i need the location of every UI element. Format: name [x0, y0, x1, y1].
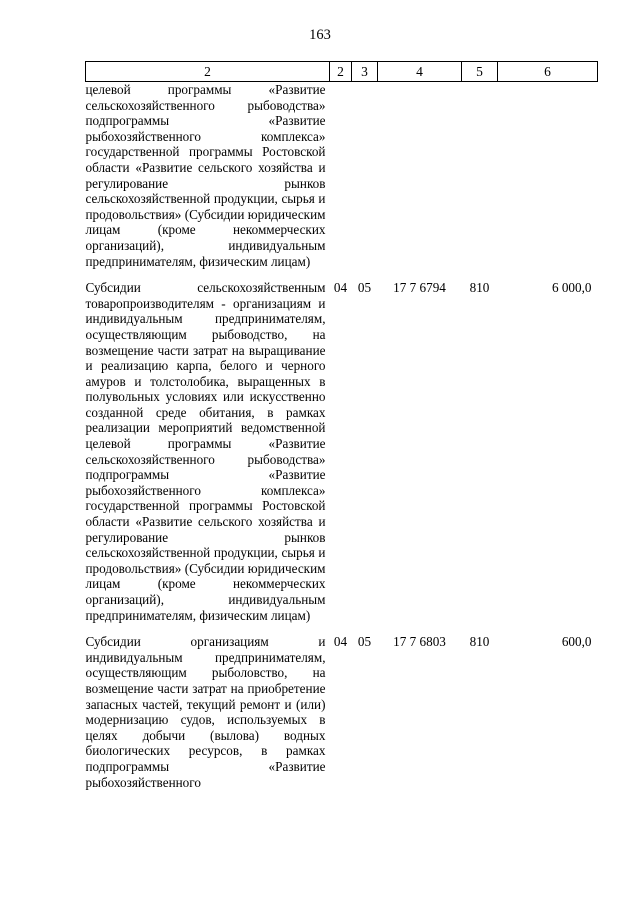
- row-subsection: 05: [357, 634, 372, 650]
- header-description: 2: [86, 62, 330, 82]
- table-row: [86, 634, 598, 790]
- header-row: [86, 62, 598, 82]
- table-row: [86, 280, 598, 623]
- row-expense-type: [462, 82, 498, 270]
- header-amount: 6: [498, 62, 598, 82]
- row-spacer: [86, 269, 598, 280]
- row-subsection: [352, 82, 378, 270]
- row-amount: [498, 82, 598, 270]
- row-section: [330, 82, 352, 270]
- row-expense-type: 810: [469, 634, 490, 650]
- row-spacer: [86, 623, 598, 634]
- page-number: 163: [309, 27, 331, 43]
- row-description: целевой программы «Развитие сельскохозяйственного рыбоводства» подпрограммы «Развитие рыбохозяйственного комплекса» государственной программы Ростовской области «Развитие сельского хозяйства и регулирование рынков сельскохозяйственной продукции, сырья и продовольствия» (Субсидии юридическим лицам (кроме некоммерческих организаций), индивидуальным предпринимателям, физическим лицам): [85, 82, 326, 269]
- row-description: Субсидии организациям и индивидуальным предпринимателям, осуществляющим рыболовство, на возмещение части затрат на приобретение запасных частей, текущий ремонт и (или) модернизацию судов, используемых в целях добычи (вылова) водных биологических ресурсов, в рамках подпрограммы «Развитие рыбохозяйственного: [85, 634, 326, 790]
- header-target-article: 4: [378, 62, 462, 82]
- row-target-article: 17 7 6794: [393, 280, 446, 296]
- table-row: [86, 82, 598, 270]
- header-section: 2: [330, 62, 352, 82]
- row-target-article: 17 7 6803: [393, 634, 446, 650]
- row-amount: 6 000,0: [551, 280, 592, 296]
- row-target-article: [378, 82, 462, 270]
- row-description: Субсидии сельскохозяйственным товаропроизводителям - организациям и индивидуальным предпринимателям, осуществляющим рыбоводство, на возмещение части затрат на выращивание и реализацию карпа, белого и черного амуров и толстолобика, выращенных в полувольных условиях или искусственно созданной среде обитания, в рамках реализации мероприятий ведомственной целевой программы «Развитие сельскохозяйственного рыбоводства» подпрограммы «Развитие рыбохозяйственного комплекса» государственной программы Ростовской области «Развитие сельского хозяйства и регулирование рынков сельскохозяйственной продукции, сырья и продовольствия» (Субсидии юридическим лицам (кроме некоммерческих организаций), индивидуальным предпринимателям, физическим лицам): [85, 280, 326, 623]
- header-expense-type: 5: [462, 62, 498, 82]
- row-subsection: 05: [357, 280, 372, 296]
- row-section: 04: [333, 634, 348, 650]
- header-subsection: 3: [352, 62, 378, 82]
- budget-table: [85, 61, 598, 790]
- row-section: 04: [333, 280, 348, 296]
- row-expense-type: 810: [469, 280, 490, 296]
- row-amount: 600,0: [561, 634, 592, 650]
